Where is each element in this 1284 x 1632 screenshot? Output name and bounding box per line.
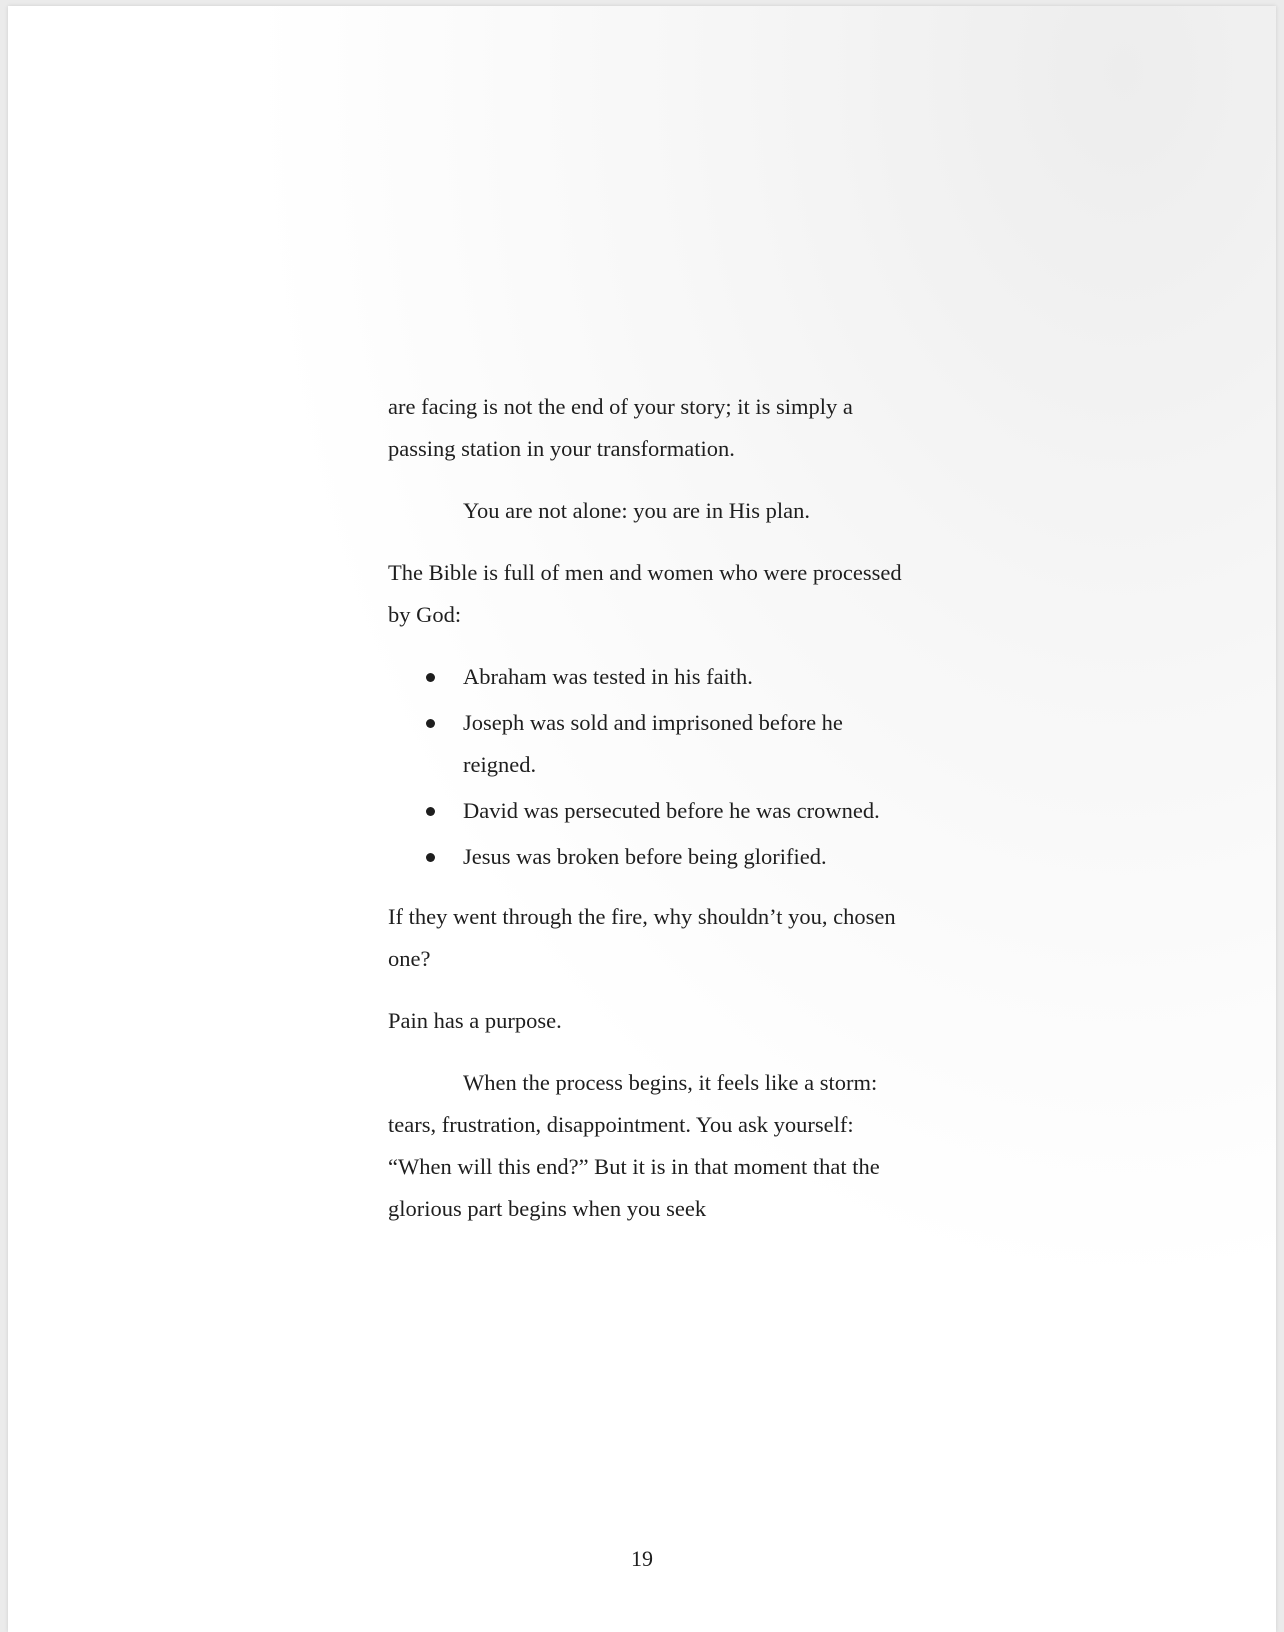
page-body	[388, 386, 908, 1250]
page-number: 19	[631, 1546, 653, 1571]
list-item	[388, 656, 908, 698]
bullet-icon	[426, 719, 435, 728]
list-item	[388, 836, 908, 878]
paragraph-pain-purpose: Pain has a purpose.	[388, 1008, 562, 1033]
document-page	[8, 6, 1276, 1632]
paragraph-not-alone: You are not alone: you are in His plan.	[463, 498, 811, 523]
list-item-text: David was persecuted before he was crowned.	[463, 798, 880, 823]
bullet-icon	[426, 853, 435, 862]
bullet-icon	[426, 673, 435, 682]
paragraph-fire-question: If they went through the fire, why shouldn’t you, chosen one?	[388, 904, 896, 971]
bullet-icon	[426, 807, 435, 816]
list-item-text: Jesus was broken before being glorified.	[463, 844, 827, 869]
list-item	[388, 790, 908, 832]
list-item	[388, 702, 908, 786]
bullet-list	[388, 656, 908, 878]
paragraph-bible-intro: The Bible is full of men and women who were processed by God:	[388, 560, 902, 627]
list-item-text: Abraham was tested in his faith.	[463, 664, 753, 689]
list-item-text: Joseph was sold and imprisoned before he reigned.	[463, 710, 843, 777]
paragraph-continuation: are facing is not the end of your story; it is simply a passing station in your transformation.	[388, 394, 853, 461]
paragraph-process-storm: When the process begins, it feels like a storm: tears, frustration, disappointment. You ask yourself: “When will this end?” But it is in that moment that the glorious part begins when you seek	[388, 1070, 880, 1221]
